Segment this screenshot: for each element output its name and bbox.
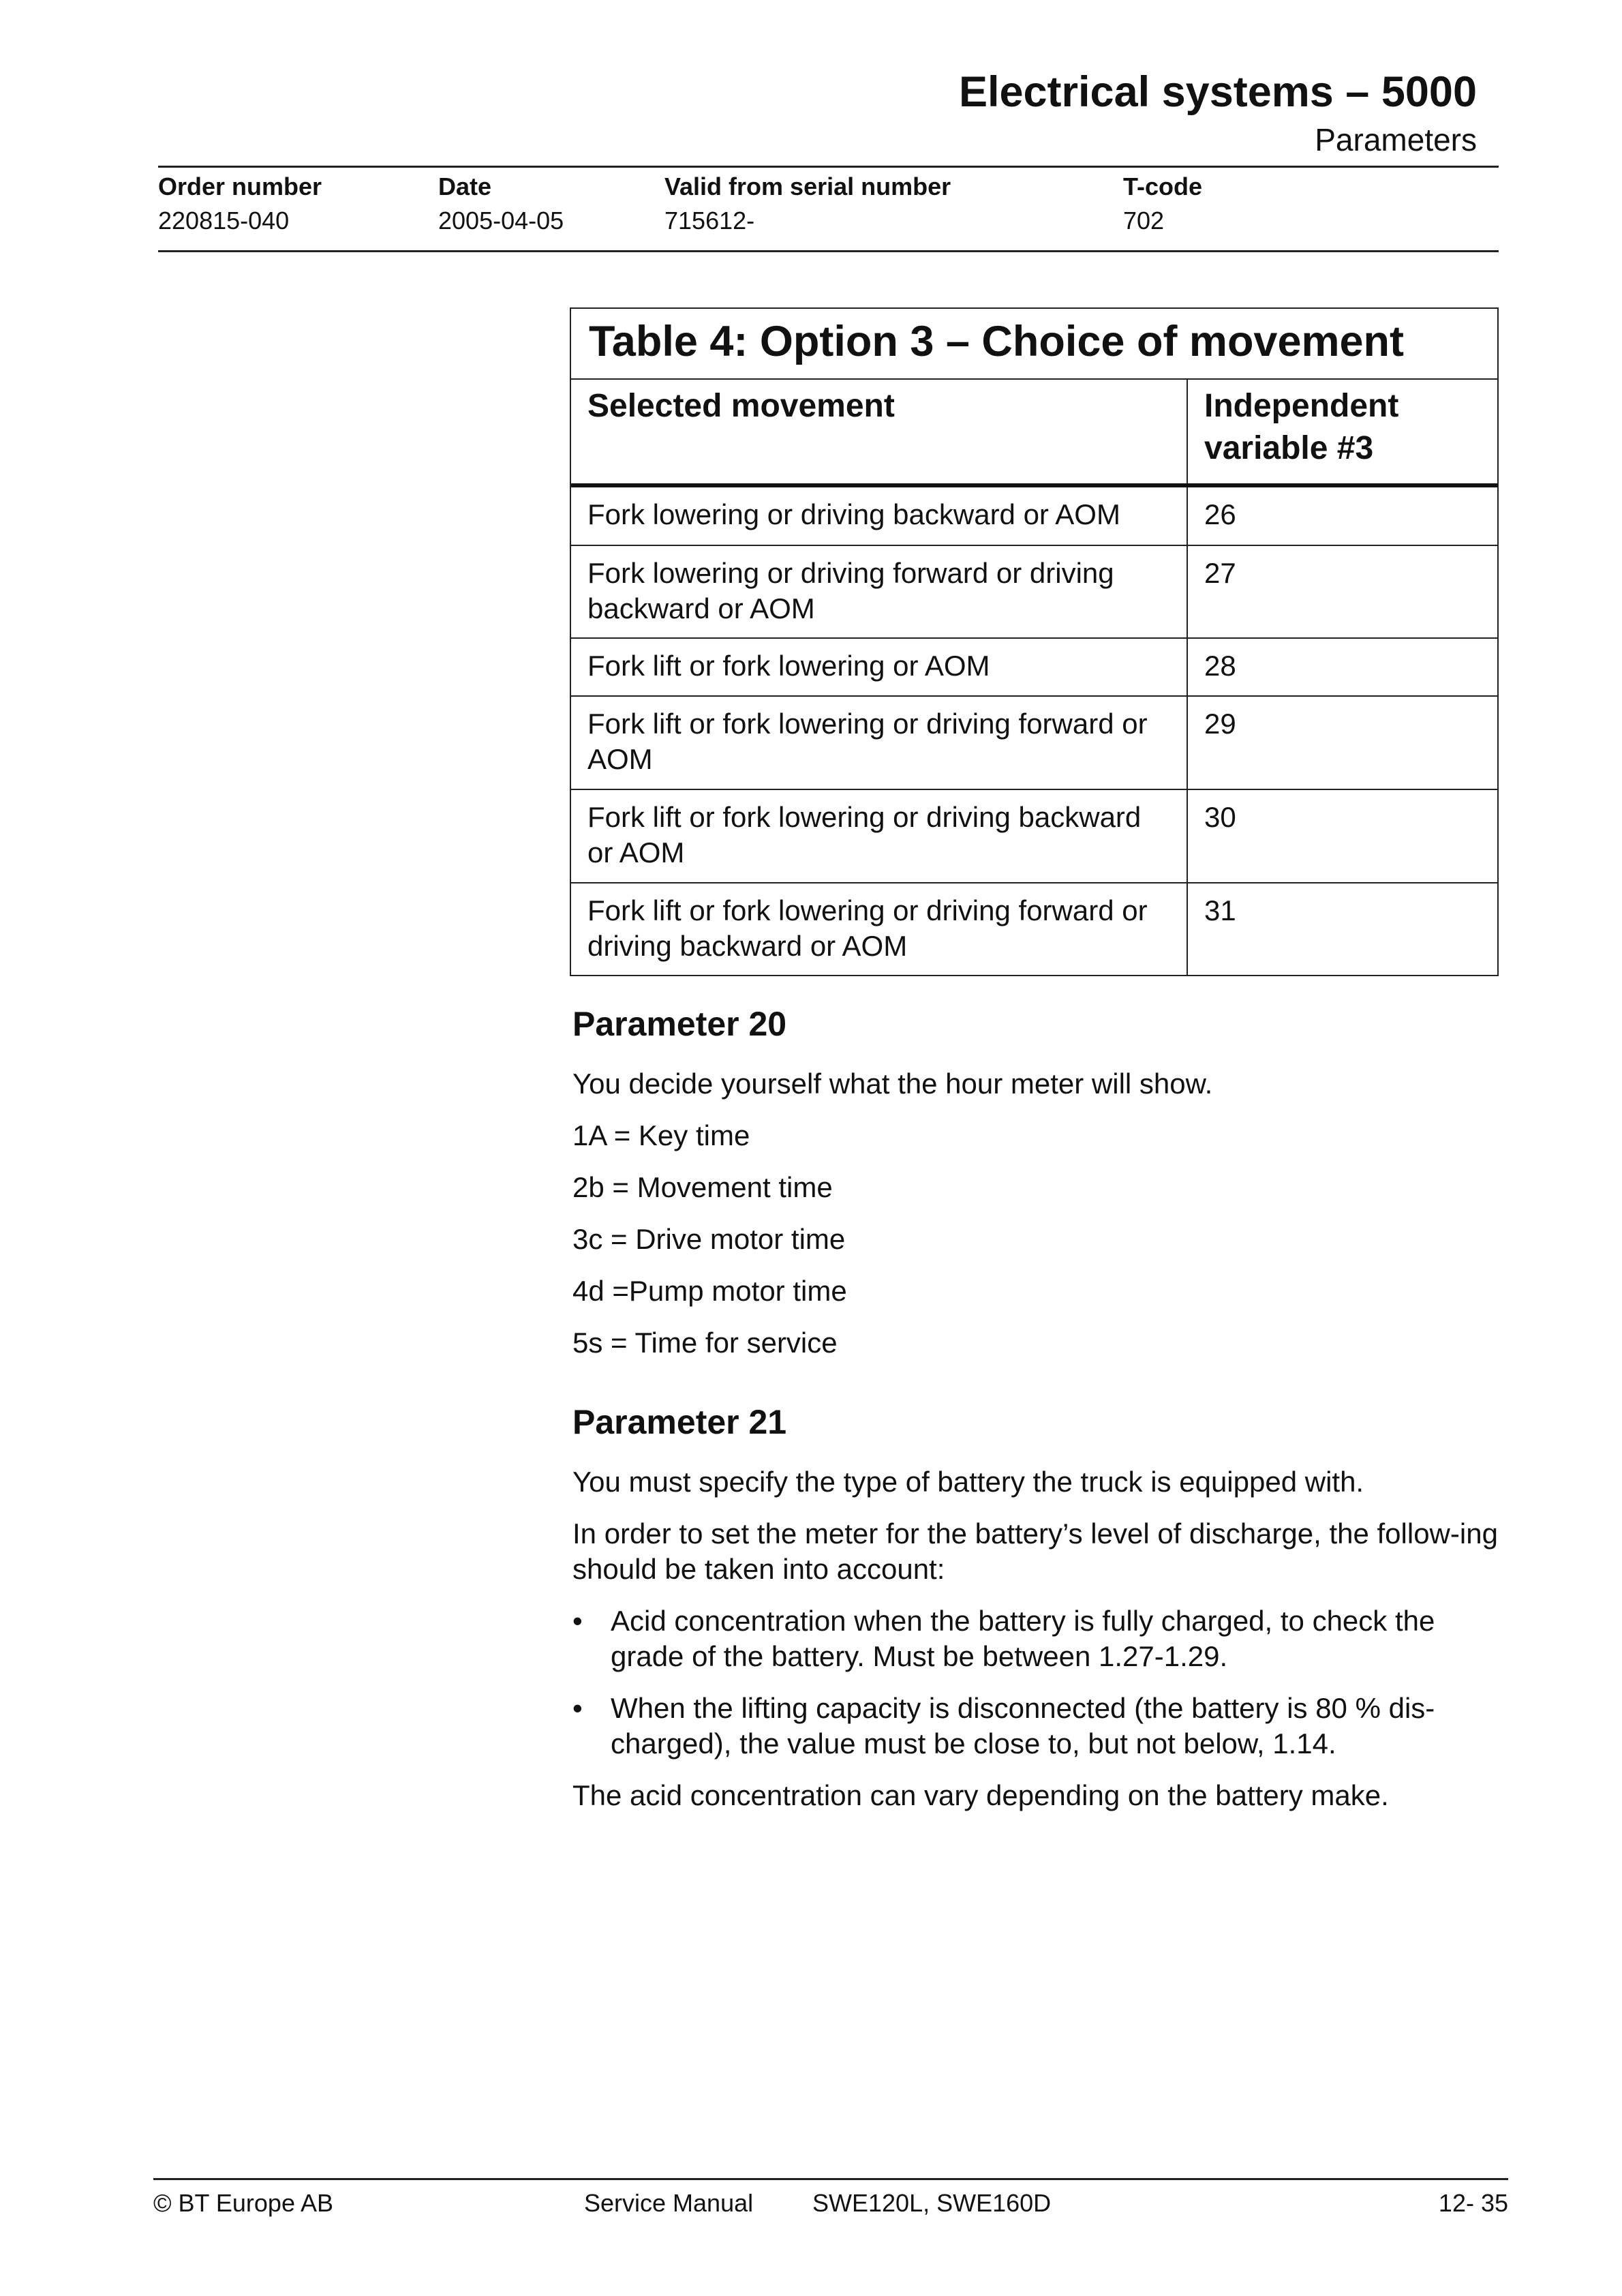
list-item: [572, 1691, 1499, 1762]
table-row: [571, 639, 1497, 697]
footer-models: SWE120L, SWE160D: [812, 2189, 1052, 2217]
meta-order-number: [158, 172, 322, 235]
hour-meter-option: 1A = Key time: [572, 1119, 750, 1151]
table-row: [571, 546, 1497, 639]
hour-meter-option: 2b = Movement time: [572, 1171, 833, 1203]
hour-meter-option: 5s = Time for service: [572, 1327, 838, 1359]
list-item-text: Acid concentration when the battery is fully charged, to check the grade of the battery. Must be between 1.27-1.29.: [611, 1605, 1435, 1672]
column-header-independent-variable: Independent variable #3: [1204, 388, 1399, 466]
meta-t-code: [1123, 172, 1203, 235]
meta-valid-from-serial: [664, 172, 951, 235]
table-row: [571, 697, 1497, 790]
cell-movement: Fork lift or fork lowering or driving forward or AOM: [571, 697, 1188, 789]
cell-variable: 31: [1204, 894, 1236, 926]
footer-page-number: 12- 35: [1438, 2189, 1508, 2217]
cell-variable: 26: [1204, 498, 1236, 530]
hour-meter-option: 3c = Drive motor time: [572, 1223, 846, 1255]
table-row: [571, 883, 1497, 975]
cell-movement: Fork lift or fork lowering or AOM: [571, 639, 1188, 695]
meta-label: Order number: [158, 172, 322, 200]
cell-movement: Fork lift or fork lowering or driving forward or driving backward or AOM: [571, 883, 1188, 975]
cell-variable: 29: [1204, 708, 1236, 740]
meta-value: 2005-04-05: [438, 207, 564, 235]
meta-value: 702: [1123, 207, 1165, 235]
meta-label: T-code: [1123, 172, 1203, 200]
meta-value: 715612-: [664, 207, 755, 235]
list-item-text: When the lifting capacity is disconnected (the battery is 80 % dis-charged), the value must be close to, but not below, 1.14.: [611, 1692, 1435, 1759]
choice-of-movement-table: [570, 307, 1499, 976]
table-header-row: [571, 380, 1497, 487]
table-row: [571, 487, 1497, 546]
meta-date: [438, 172, 564, 235]
parameter-21-lead: In order to set the meter for the battery’s level of discharge, the follow-ing should be taken into account:: [572, 1517, 1498, 1585]
meta-label: Valid from serial number: [664, 172, 951, 200]
footer-doc-type: Service Manual: [584, 2189, 754, 2217]
table-row: [571, 790, 1497, 883]
footer-copyright: © BT Europe AB: [153, 2189, 334, 2217]
bullet-icon: •: [572, 1605, 583, 1637]
hour-meter-option: 4d =Pump motor time: [572, 1275, 847, 1307]
table-title: Table 4: Option 3 – Choice of movement: [571, 309, 1497, 380]
parameter-21-heading: Parameter 21: [572, 1403, 787, 1441]
cell-variable: 27: [1204, 557, 1236, 589]
bullet-icon: •: [572, 1692, 583, 1724]
cell-movement: Fork lift or fork lowering or driving backward or AOM: [571, 790, 1188, 882]
cell-variable: 28: [1204, 650, 1236, 682]
list-item: [572, 1603, 1499, 1674]
parameter-20-intro: You decide yourself what the hour meter will show.: [572, 1068, 1213, 1100]
parameter-20-section: [572, 1007, 1499, 1361]
document-title: Electrical systems – 5000: [958, 68, 1477, 116]
cell-movement: Fork lowering or driving forward or driving backward or AOM: [571, 546, 1188, 637]
document-subtitle: Parameters: [1315, 122, 1477, 157]
parameter-21-closing: The acid concentration can vary depending on the battery make.: [572, 1779, 1389, 1811]
parameter-21-section: [572, 1405, 1499, 1813]
meta-label: Date: [438, 172, 492, 200]
parameter-21-intro: You must specify the type of battery the truck is equipped with.: [572, 1466, 1364, 1498]
meta-value: 220815-040: [158, 207, 290, 235]
footer-rule: [153, 2178, 1508, 2180]
column-header-selected-movement: Selected movement: [571, 380, 1188, 483]
cell-variable: 30: [1204, 801, 1236, 833]
header-top-rule: [158, 166, 1499, 168]
header-bottom-rule: [158, 250, 1499, 252]
cell-movement: Fork lowering or driving backward or AOM: [571, 487, 1188, 545]
parameter-20-heading: Parameter 20: [572, 1005, 787, 1043]
battery-criteria-list: [572, 1603, 1499, 1762]
